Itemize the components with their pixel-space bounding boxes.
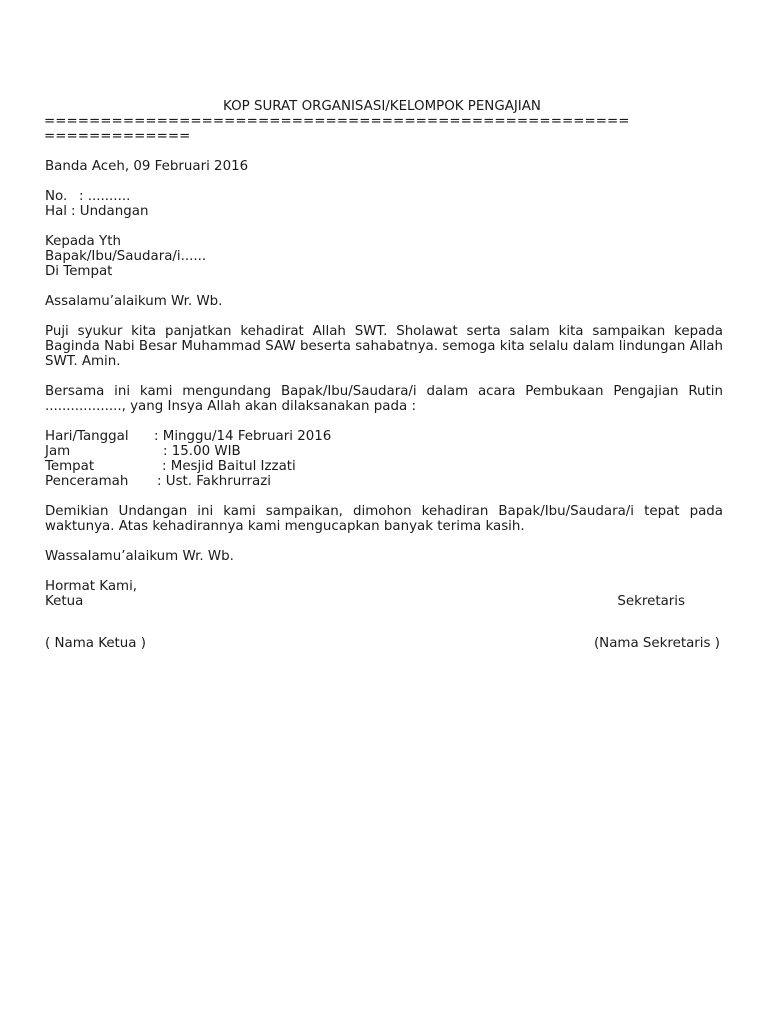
signer-left-title: Ketua	[45, 594, 84, 609]
place-date: Banda Aceh, 09 Februari 2016	[45, 159, 249, 174]
opening-greeting: Assalamu’alaikum Wr. Wb.	[45, 294, 223, 309]
letterhead-title: KOP SURAT ORGANISASI/KELOMPOK PENGAJIAN	[223, 99, 541, 114]
signer-titles-row	[45, 594, 723, 609]
letter-page	[45, 99, 723, 651]
event-detail-label: Penceramah	[45, 474, 129, 489]
closing-greeting: Wassalamu’alaikum Wr. Wb.	[45, 549, 234, 564]
signer-right-title: Sekretaris	[617, 594, 685, 609]
event-detail-value: : Minggu/14 Februari 2016	[154, 429, 332, 444]
event-detail-row	[45, 474, 723, 489]
letter-subject-value: : Undangan	[71, 204, 149, 219]
recipient-line-1: Kepada Yth	[45, 234, 121, 249]
paragraph-closing: Demikian Undangan ini kami sampaikan, dimohon kehadiran Bapak/Ibu/Saudara/i tepat pada waktunya. Atas kehadirannya kami mengucapkan banyak terima kasih.	[45, 504, 723, 534]
letter-number-row	[45, 189, 723, 204]
event-detail-value: : Mesjid Baitul Izzati	[162, 459, 296, 474]
letter-number-value: : ..........	[79, 189, 131, 204]
paragraph-invitation: Bersama ini kami mengundang Bapak/Ibu/Saudara/i dalam acara Pembukaan Pengajian Rutin .................., yang Insya Allah akan dilaksanakan pada :	[45, 384, 723, 414]
event-details	[45, 429, 723, 489]
event-detail-value: : Ust. Fakhrurrazi	[157, 474, 271, 489]
signer-names-row	[45, 636, 723, 651]
event-detail-label: Tempat	[45, 459, 95, 474]
letter-subject-row	[45, 204, 723, 219]
event-detail-value: : 15.00 WIB	[163, 444, 241, 459]
paragraph-opening: Puji syukur kita panjatkan kehadirat Allah SWT. Sholawat serta salam kita sampaikan kepada Baginda Nabi Besar Muhammad SAW beserta sahabatnya. semoga kita selalu dalam lindungan Allah SWT. Amin.	[45, 324, 723, 369]
letterhead-rule-1: ====================================================	[44, 114, 630, 129]
recipient-line-3: Di Tempat	[45, 264, 113, 279]
event-detail-label: Jam	[45, 444, 71, 459]
letterhead-rule-2: =============	[44, 129, 191, 144]
event-detail-row	[45, 459, 723, 474]
regards-text: Hormat Kami,	[45, 579, 138, 594]
signer-right-name: (Nama Sekretaris )	[593, 636, 720, 651]
recipient-line-2: Bapak/Ibu/Saudara/i......	[45, 249, 207, 264]
event-detail-label: Hari/Tanggal	[45, 429, 129, 444]
event-detail-row	[45, 444, 723, 459]
letter-number-label: No.	[45, 189, 68, 204]
letter-subject-label: Hal	[45, 204, 67, 219]
event-detail-row	[45, 429, 723, 444]
signer-left-name: ( Nama Ketua )	[45, 636, 146, 651]
